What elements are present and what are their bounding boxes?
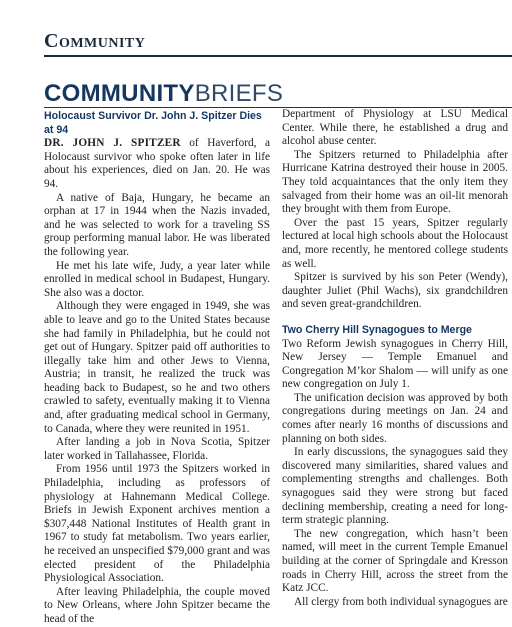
article-paragraph: The unification decision was approved by both congregations during meetings on Jan. 24 and comes after nearly 16 months of discussions and planning on both sides.	[282, 391, 508, 445]
article-paragraph: Spitzer is survived by his son Peter (Wendy), daughter Juliet (Phil Wachs), six grandchildren and seven great-grandchildren.	[282, 271, 508, 311]
article-lead-paragraph: Two Reform Jewish synagogues in Cherry Hill, New Jersey — Temple Emanuel and Congregation M’kor Shalom — will unify as one new congregation on July 1.	[282, 337, 508, 391]
briefs-title	[44, 80, 283, 108]
article-paragraph: After leaving Philadelphia, the couple moved to New Orleans, where John Spitzer became the head of the	[44, 585, 270, 625]
article-headline: Holocaust Survivor Dr. John J. Spitzer Dies at 94	[44, 110, 262, 136]
article-paragraph: He met his late wife, Judy, a year later while enrolled in medical school in Budapest, Hungary. She also was a doctor.	[44, 259, 270, 299]
article-paragraph: Over the past 15 years, Spitzer regularly lectured at local high schools about the Holocaust and, more recently, he mentored college students as well.	[282, 216, 508, 270]
article-lead-paragraph	[44, 137, 270, 191]
article-paragraph: After landing a job in Nova Scotia, Spitzer later worked in Tallahassee, Florida.	[44, 436, 270, 462]
right-column	[282, 108, 508, 609]
article-paragraph: From 1956 until 1973 the Spitzers worked in Philadelphia, including as professors of physiology at Hahnemann Medical College. Briefs in Jewish Exponent archives mention a $307,448 National Institutes of Health grant in 1967 to study fat metabolism. Two years earlier, he received an unspecified $79,000 grant and was elected president of the Philadelphia Physiological Association.	[44, 463, 270, 585]
left-column	[44, 110, 270, 627]
article-paragraph: In early discussions, the synagogues said they discovered many similarities, shared values and complementing strengths and challenges. Both synagogues said they were strong but faced declining membership, creating a need for long-term strategic planning.	[282, 446, 508, 527]
briefs-title-light: BRIEFS	[194, 80, 284, 107]
article-paragraph: The Spitzers returned to Philadelphia after Hurricane Katrina destroyed their house in 2005. They told acquaintances that the only item they salvaged from their home was an oil-lit menorah they brought with them from Europe.	[282, 148, 508, 216]
section-divider	[44, 55, 512, 57]
article-headline: Two Cherry Hill Synagogues to Merge	[282, 323, 472, 336]
briefs-title-strong: COMMUNITY	[44, 80, 195, 107]
article-paragraph: A native of Baja, Hungary, he became an orphan at 17 in 1944 when the Nazis invaded, and he was selected to work for a traveling SS group performing manual labor. He was liberated the following year.	[44, 191, 270, 258]
article-lead-name: DR. JOHN J. SPITZER	[44, 137, 181, 150]
article-paragraph: Although they were engaged in 1949, she was able to leave and go to the United States because she had family in Philadelphia, but he could not get out of Hungary. Spitzer paid off authorities to illegally take him and other Jews to Vienna, Austria; in transit, he realized the truck was heading back to Budapest, so he and two others crawled to safety, eventually making it to Vienna and, after graduating medical school in Germany, to Canada, where they were reunited in 1951.	[44, 300, 270, 435]
article-paragraph: The new congregation, which hasn’t been named, will meet in the current Temple Emanuel building at the corner of Springdale and Kresson roads in Cherry Hill, across the street from the Katz JCC.	[282, 527, 508, 595]
section-header: Community	[44, 30, 146, 52]
article-lead-text: of Haverford, a Holocaust survivor who spoke often later in life about his experiences, died on Jan. 20. He was 94.	[44, 137, 270, 190]
article-paragraph: All clergy from both individual synagogues are	[294, 595, 508, 608]
article-continuation: Department of Physiology at LSU Medical Center. While there, he established a drug and alcohol abuse center.	[282, 108, 508, 148]
